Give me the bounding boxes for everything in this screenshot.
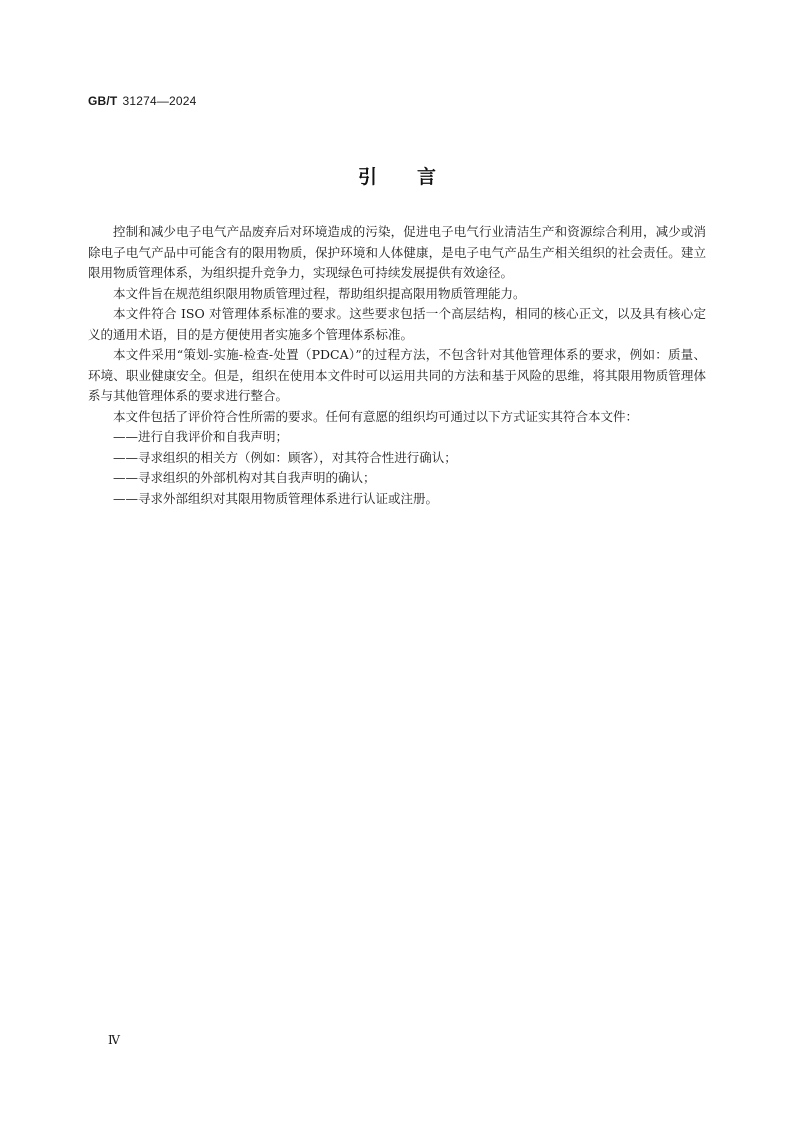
paragraph: 本文件采用“策划-实施-检查-处置（PDCA）”的过程方法，不包含针对其他管理体系的要求，例如：质量、环境、职业健康安全。但是，组织在使用本文件时可以运用共同的方法和基于风险的思维，将其限用物质管理体系与其他管理体系的要求进行整合。 xyxy=(88,347,706,403)
list-item: ——寻求组织的外部机构对其自我声明的确认； xyxy=(113,470,376,485)
standard-prefix: GB/T xyxy=(88,94,118,108)
paragraph: 控制和减少电子电气产品废弃后对环境造成的污染，促进电子电气行业清洁生产和资源综合利用，减少或消除电子电气产品中可能含有的限用物质，保护环境和人体健康，是电子电气产品生产相关组织的社会责任。建立限用物质管理体系，为组织提升竞争力，实现绿色可持续发展提供有效途径。 xyxy=(88,224,706,280)
paragraph: 本文件符合 ISO 对管理体系标准的要求。这些要求包括一个高层结构，相同的核心正文，以及具有核心定义的通用术语，目的是方便使用者实施多个管理体系标准。 xyxy=(88,306,706,342)
paragraph: 本文件旨在规范组织限用物质管理过程，帮助组织提高限用物质管理能力。 xyxy=(113,285,526,301)
list-item: ——寻求组织的相关方（例如：顾客），对其符合性进行确认； xyxy=(113,449,457,465)
page-number: Ⅳ xyxy=(108,1033,120,1047)
list-item: ——寻求外部组织对其限用物质管理体系进行认证或注册。 xyxy=(113,490,439,506)
standard-number: 31274—2024 xyxy=(122,94,197,108)
list-item: ——进行自我评价和自我声明； xyxy=(113,429,289,444)
introduction-body xyxy=(88,222,706,509)
standard-code xyxy=(88,94,197,108)
paragraph: 本文件包括了评价符合性所需的要求。任何有意愿的组织均可通过以下方式证实其符合本文件： xyxy=(113,408,639,424)
page-title: 引言 xyxy=(357,166,476,188)
